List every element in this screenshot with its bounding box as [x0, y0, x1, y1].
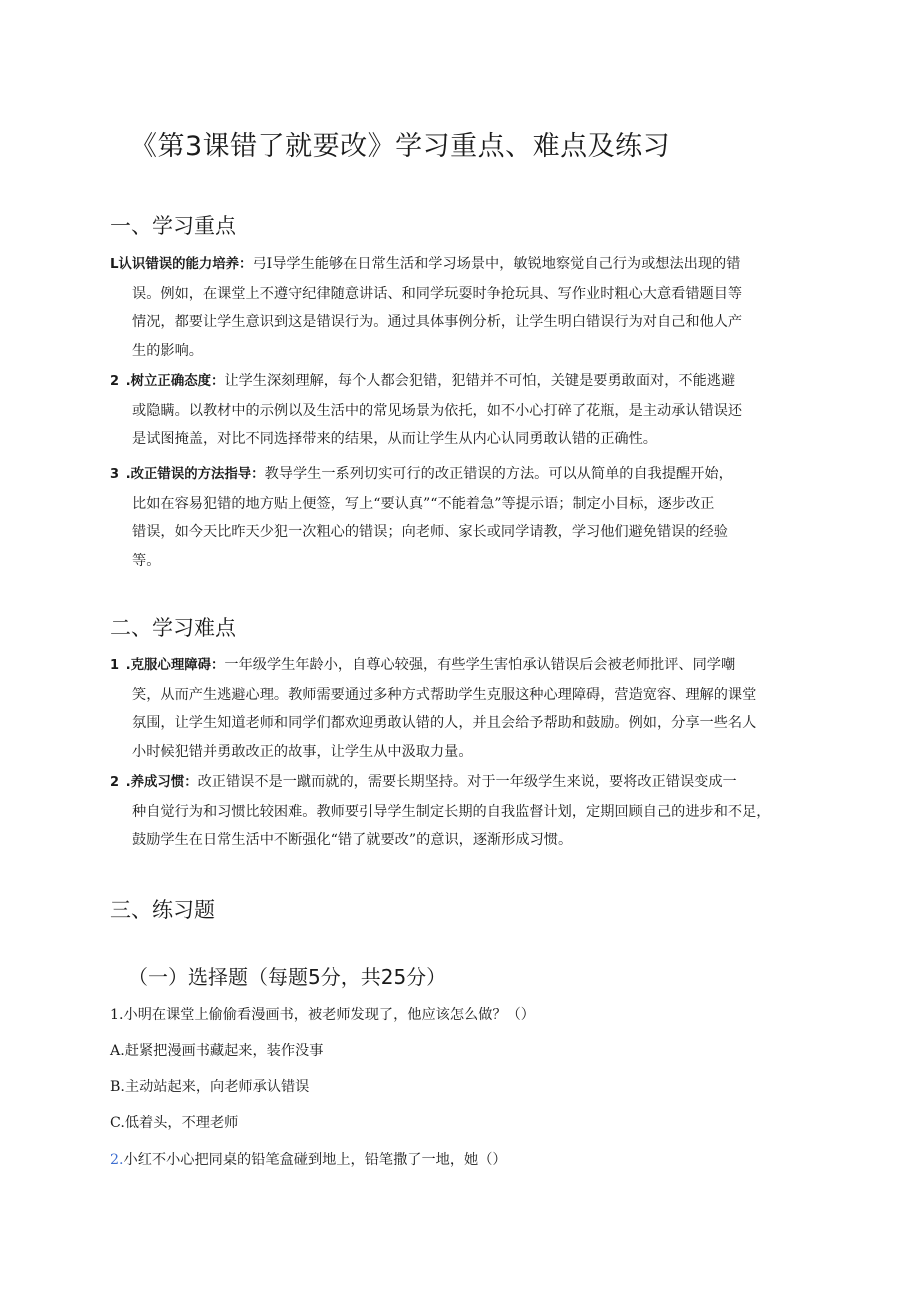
question-1-option-b: B.主动站起来，向老师承认错误	[110, 1079, 310, 1095]
key-point-text: 或隐瞒。以教材中的示例以及生活中的常见场景为依托，如不小心打碎了花瓶，是主动承认错误还	[132, 402, 743, 419]
question-1: 1.小明在课堂上偷偷看漫画书，被老师发现了，他应该怎么做？（）	[110, 1007, 535, 1023]
key-point-text: 情况，都要让学生意识到这是错误行为。通过具体事例分析，让学生明白错误行为对自己和他人产	[132, 314, 743, 331]
question-2-number: 2.	[110, 1152, 124, 1168]
key-point-text: 等。	[132, 552, 161, 569]
item-number: 1	[110, 658, 122, 673]
section-heading-difficulties: 二、学习难点	[110, 616, 236, 640]
difficulty-text: 改正错误不是一蹴而就的，需要长期坚持。对于一年级学生来说，要将改正错误变成一	[197, 774, 737, 790]
key-point-text: 教导学生一系列切实可行的改正错误的方法。可以从简单的自我提醒开始，	[264, 466, 733, 482]
key-point-text: 是试图掩盖，对比不同选择带来的结果，从而让学生从内心认同勇敢认错的正确性。	[132, 431, 657, 448]
key-point-text: 弓I导学生能够在日常生活和学习场景中，敏锐地察觉自己行为或想法出现的错	[252, 256, 741, 272]
key-point-text: 比如在容易犯错的地方贴上便签，写上“要认真”“不能着急”等提示语；制定小目标，逐步改正	[132, 495, 715, 512]
key-point-lead: .改正错误的方法指导：	[125, 467, 265, 482]
difficulty-text: 笑，从而产生逃避心理。教师需要通过多种方式帮助学生克服这种心理障碍，营造宽容、理解的课堂	[132, 686, 757, 703]
difficulty-1	[110, 651, 810, 766]
difficulty-text: 氛围，让学生知道老师和同学们都欢迎勇敢认错的人，并且会给予帮助和鼓励。例如，分享一些名人	[132, 715, 757, 732]
key-point-2	[110, 367, 810, 454]
document-title: 《第3课错了就要改》学习重点、难点及练习	[130, 131, 671, 162]
key-point-text: 生的影响。	[132, 342, 203, 359]
key-point-lead: .树立正确态度：	[125, 374, 225, 389]
section-heading-exercises: 三、练习题	[110, 898, 215, 922]
key-point-lead: L认识错误的能力培养：	[110, 257, 253, 272]
difficulty-lead: .克服心理障碍：	[125, 658, 225, 673]
key-point-text: 错误，如今天比昨天少犯一次粗心的错误；向老师、家长或同学请教，学习他们避免错误的经验	[132, 524, 728, 541]
item-number: 3	[110, 467, 122, 482]
question-2	[110, 1150, 507, 1170]
difficulty-lead: .养成习惯：	[125, 775, 198, 790]
difficulty-text: 小时候犯错并勇敢改正的故事，让学生从中汲取力量。	[132, 743, 473, 760]
question-1-option-a: A.赶紧把漫画书藏起来，装作没事	[110, 1043, 324, 1059]
multiple-choice-heading: （一）选择题（每题5分，共25分）	[128, 965, 447, 989]
question-1-option-c: C.低着头，不理老师	[110, 1115, 239, 1131]
section-heading-key-points: 一、学习重点	[110, 214, 236, 238]
difficulty-text: 鼓励学生在日常生活中不断强化“错了就要改”的意识，逐渐形成习惯。	[132, 832, 573, 849]
question-2-text: 小红不小心把同桌的铅笔盒碰到地上，铅笔撒了一地，她（）	[123, 1152, 507, 1168]
item-number: 2	[110, 775, 122, 790]
key-point-text: 让学生深刻理解，每个人都会犯错，犯错并不可怕，关键是要勇敢面对，不能逃避	[224, 373, 736, 389]
key-point-text: 误。例如，在课堂上不遵守纪律随意讲话、和同学玩耍时争抢玩具、写作业时粗心大意看错题目等	[132, 285, 743, 302]
key-point-3	[110, 460, 810, 575]
item-number: 2	[110, 374, 122, 389]
key-point-1	[110, 250, 810, 365]
difficulty-text: 种自觉行为和习惯比较困难。教师要引导学生制定长期的自我监督计划，定期回顾自己的进步和不足，	[132, 803, 771, 820]
difficulty-text: 一年级学生年龄小，自尊心较强，有些学生害怕承认错误后会被老师批评、同学嘲	[224, 657, 736, 673]
difficulty-2	[110, 768, 810, 855]
